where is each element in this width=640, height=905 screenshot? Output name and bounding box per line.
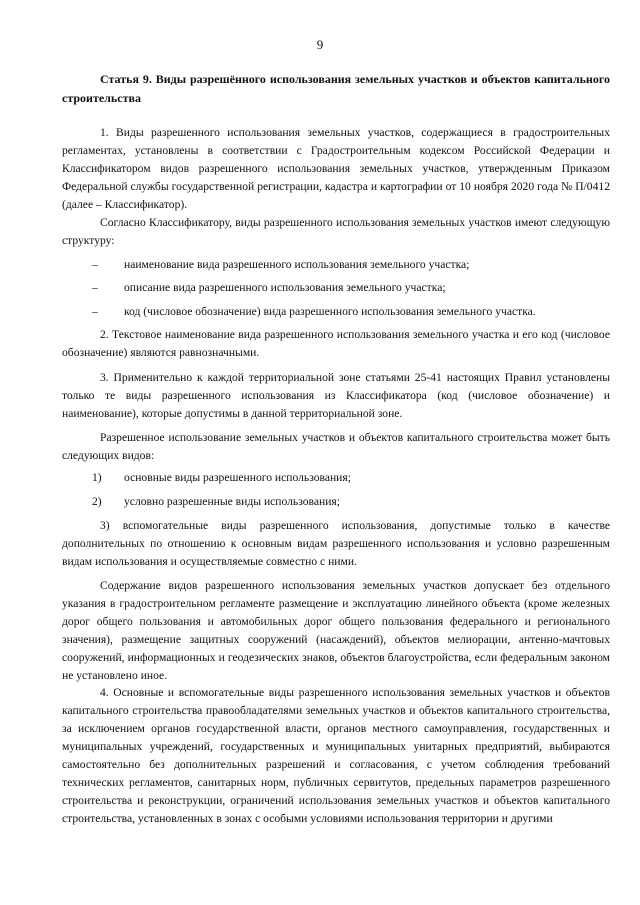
list-item-marker: –	[92, 305, 98, 318]
list-item-marker: –	[92, 258, 98, 271]
paragraph-3: 2. Текстовое наименование вида разрешенного использования земельного участка и его код (числовое обозначение) являются равнозначными.	[62, 328, 610, 359]
paragraph-6: 3) вспомогательные виды разрешенного использования, допустимые только в качестве дополнительных по отношению к основным видам разрешенного использования и условно разрешенным видам использования и осуществляемые совместно с ними.	[62, 519, 610, 568]
list-item-marker: 2)	[92, 495, 102, 508]
list-item-text: основные виды разрешенного использования;	[124, 471, 351, 484]
paragraph-5: Разрешенное использование земельных участков и объектов капитального строительства может быть следующих видов:	[62, 431, 610, 462]
paragraph-4: 3. Применительно к каждой территориальной зоне статьями 25-41 настоящих Правил установлены только те виды разрешенного использования из Классификатора (код (числовое обозначение) и наименование), которые допустимы в данной территориальной зоне.	[62, 371, 610, 420]
paragraph-2: Согласно Классификатору, виды разрешенного использования земельных участков имеют следующую структуру:	[62, 216, 610, 247]
list-item-text: наименование вида разрешенного использования земельного участка;	[124, 258, 470, 271]
page-number: 9	[316, 37, 324, 52]
list-item-text: условно разрешенные виды использования;	[124, 495, 340, 508]
list-item-text: описание вида разрешенного использования земельного участка;	[124, 281, 446, 294]
list-item-marker: –	[92, 281, 98, 294]
list-item-text: код (числовое обозначение) вида разрешенного использования земельного участка.	[124, 305, 536, 318]
paragraph-7: Содержание видов разрешенного использования земельных участков допускает без отдельного указания в градостроительном регламенте размещение и эксплуатацию линейного объекта (кроме железных дорог общего пользования и автомобильных дорог общего пользования федерального и регионального значения), размещение защитных сооружений (насаждений), объектов мелиорации, антенно-мачтовых сооружений, информационных и геодезических знаков, объектов благоустройства, если федеральным законом не установлено иное.	[62, 579, 610, 682]
list-item-marker: 1)	[92, 471, 102, 484]
paragraph-1: 1. Виды разрешенного использования земельных участков, содержащиеся в градостроительных регламентах, установлены в соответствии с Градостроительным кодексом Российской Федерации и Классификатором видов разрешенного использования земельных участков, утвержденным Приказом Федеральной службы государственной регистрации, кадастра и картографии от 10 ноября 2020 года № П/0412 (далее – Классификатор).	[62, 126, 610, 211]
paragraph-8: 4. Основные и вспомогательные виды разрешенного использования земельных участков и объектов капитального строительства правообладателями земельных участков и объектов капитального строительства, за исключением органов государственной власти, органов местного самоуправления, государственных и муниципальных учреждений, государственных и муниципальных унитарных предприятий, выбираются самостоятельно без дополнительных разрешений и согласования, с учетом соблюдения требований технических регламентов, санитарных норм, публичных сервитутов, предельных параметров разрешенного строительства и реконструкции, ограничений использования земельных участков и объектов капитального строительства, установленных в зонах с особыми условиями использования территории и другими	[62, 686, 610, 825]
article-title: Статья 9. Виды разрешённого использования земельных участков и объектов капитального строительства	[62, 72, 610, 105]
